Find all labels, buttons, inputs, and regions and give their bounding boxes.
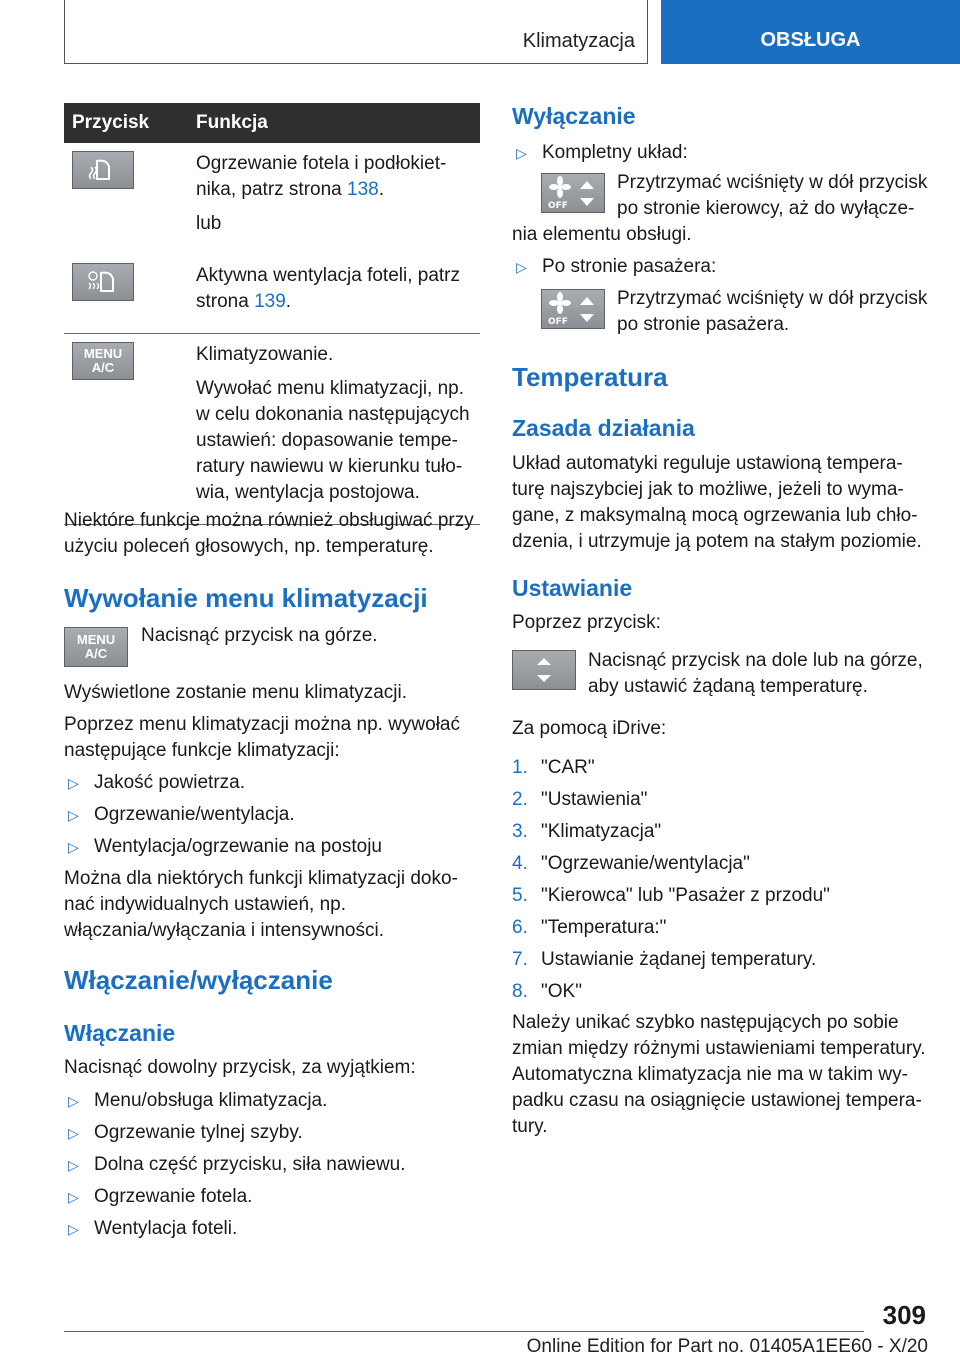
chapter-title: Klimatyzacja bbox=[522, 30, 635, 52]
list-item: 4. "Ogrzewanie/wentylacja" bbox=[512, 853, 750, 874]
menu-press-text: Nacisnąć przycisk na górze. bbox=[141, 625, 378, 646]
svg-text:OFF: OFF bbox=[548, 317, 568, 326]
list-item: ▷ Jakość powietrza. bbox=[68, 772, 246, 793]
off-item1-text-cont: nia elementu obsługi. bbox=[512, 224, 692, 245]
heading-setting: Ustawianie bbox=[512, 575, 633, 601]
heading-on: Włączanie bbox=[64, 1020, 176, 1046]
ac-desc: Wywołać menu klimatyzacji, np. w celu dokonania następujących ustawień: dopasowanie tempe-ratury nawiewu w kierunku tuło-wia, wentylacja postojowa. bbox=[196, 378, 470, 503]
fan-off-button-icon bbox=[541, 173, 605, 213]
idrive-steps bbox=[512, 755, 928, 1011]
header-frame bbox=[64, 0, 648, 64]
closing-text: Należy unikać szybko następujących po sobie zmian między różnymi ustawieniami temperatury. Automatyczna klimatyzacja nie ma w takim wy-padku czasu na osiągnięcie ustawionej tempera-tury. bbox=[512, 1012, 926, 1137]
seat-ventilation-desc: Aktywna wentylacja foteli, patrz strona 139. bbox=[196, 265, 461, 312]
page-link-139[interactable]: 139 bbox=[254, 291, 286, 312]
off-list-2 bbox=[512, 254, 928, 286]
list-item: ▷ Ogrzewanie fotela. bbox=[68, 1186, 253, 1207]
list-item: ▷ Menu/obsługa klimatyzacja. bbox=[68, 1090, 328, 1111]
heading-temperature: Temperatura bbox=[512, 362, 668, 392]
list-item: 7. Ustawianie żądanej temperatury. bbox=[512, 949, 817, 970]
list-item: 3. "Klimatyzacja" bbox=[512, 821, 662, 842]
or-label: lub bbox=[196, 213, 222, 234]
list-item: ▷ Po stronie pasażera: bbox=[516, 256, 717, 277]
page-link-138[interactable]: 138 bbox=[347, 179, 379, 200]
set-idrive: Za pomocą iDrive: bbox=[512, 718, 667, 739]
list-item: 5. "Kierowca" lub "Pasażer z przodu" bbox=[512, 885, 830, 906]
menu-note: Można dla niektórych funkcji klimatyzacji doko-nać indywidualnych ustawień, np. włączania/wyłączania i intensywności. bbox=[64, 868, 458, 941]
set-via-button: Poprzez przycisk: bbox=[512, 612, 661, 633]
menu-functions-text: Poprzez menu klimatyzacji można np. wywołać następujące funkcje klimatyzacji: bbox=[64, 714, 460, 761]
list-item: 1. "CAR" bbox=[512, 757, 595, 778]
seat-heating-desc: Ogrzewanie fotela i podłokiet-nika, patrz strona 138. bbox=[196, 153, 447, 200]
menu-shown-text: Wyświetlone zostanie menu klimatyzacji. bbox=[64, 682, 408, 703]
voice-intro: Niektóre funkcje można również obsługiwać przy użyciu poleceń głosowych, np. temperaturę. bbox=[64, 510, 474, 557]
table-header-button: Przycisk bbox=[64, 103, 188, 143]
heading-off: Wyłączanie bbox=[512, 103, 636, 129]
temperature-updown-button-icon bbox=[512, 650, 576, 690]
page-number: 309 bbox=[882, 1300, 926, 1330]
menu-ac-button-icon: MENU A/C bbox=[72, 342, 134, 380]
off-list-1 bbox=[512, 140, 928, 172]
menu-functions-list bbox=[64, 770, 480, 866]
on-exceptions-list bbox=[64, 1088, 480, 1248]
button-function-table bbox=[64, 103, 480, 525]
section-tab[interactable]: OBSŁUGA bbox=[661, 0, 960, 64]
heading-call-menu: Wywołanie menu klimatyzacji bbox=[64, 583, 428, 613]
list-item: ▷ Wentylacja/ogrzewanie na postoju bbox=[68, 836, 382, 857]
footer-divider bbox=[64, 1331, 864, 1332]
list-item: 6. "Temperatura:" bbox=[512, 917, 667, 938]
principle-text: Układ automatyki reguluje ustawioną tempera-turę najszybciej jak to możliwe, jeżeli to wyma-gane, z maksymalną mocą ogrzewania lub chło-dzenia, i utrzymuje ją potem na stałym poziomie. bbox=[512, 453, 922, 552]
seat-heating-button-icon bbox=[72, 151, 134, 189]
ac-title: Klimatyzowanie. bbox=[196, 344, 334, 365]
list-item: 8. "OK" bbox=[512, 981, 582, 1002]
heading-principle: Zasada działania bbox=[512, 415, 695, 441]
menu-ac-button-icon: MENU A/C bbox=[64, 627, 128, 667]
heading-on-off: Włączanie/wyłączanie bbox=[64, 965, 333, 995]
list-item: ▷ Kompletny układ: bbox=[516, 142, 688, 163]
svg-text:OFF: OFF bbox=[548, 201, 568, 210]
seat-ventilation-button-icon bbox=[72, 263, 134, 301]
list-item: ▷ Dolna część przycisku, siła nawiewu. bbox=[68, 1154, 406, 1175]
fan-off-button-icon bbox=[541, 289, 605, 329]
list-item: ▷ Ogrzewanie/wentylacja. bbox=[68, 804, 295, 825]
off-item1-text: Przytrzymać wciśnięty w dół przycisk po stronie kierowcy, aż do wyłącze- bbox=[617, 172, 928, 219]
list-item: 2. "Ustawienia" bbox=[512, 789, 648, 810]
set-button-text: Nacisnąć przycisk na dole lub na górze, aby ustawić żądaną temperaturę. bbox=[588, 650, 923, 697]
list-item: ▷ Ogrzewanie tylnej szyby. bbox=[68, 1122, 303, 1143]
on-text: Nacisnąć dowolny przycisk, za wyjątkiem: bbox=[64, 1057, 416, 1078]
off-item2-text: Przytrzymać wciśnięty w dół przycisk po stronie pasażera. bbox=[617, 288, 928, 335]
table-header-function: Funkcja bbox=[188, 103, 480, 143]
list-item: ▷ Wentylacja foteli. bbox=[68, 1218, 238, 1239]
edition-footer: Online Edition for Part no. 01405A1EE60 - X/20 bbox=[526, 1336, 928, 1357]
